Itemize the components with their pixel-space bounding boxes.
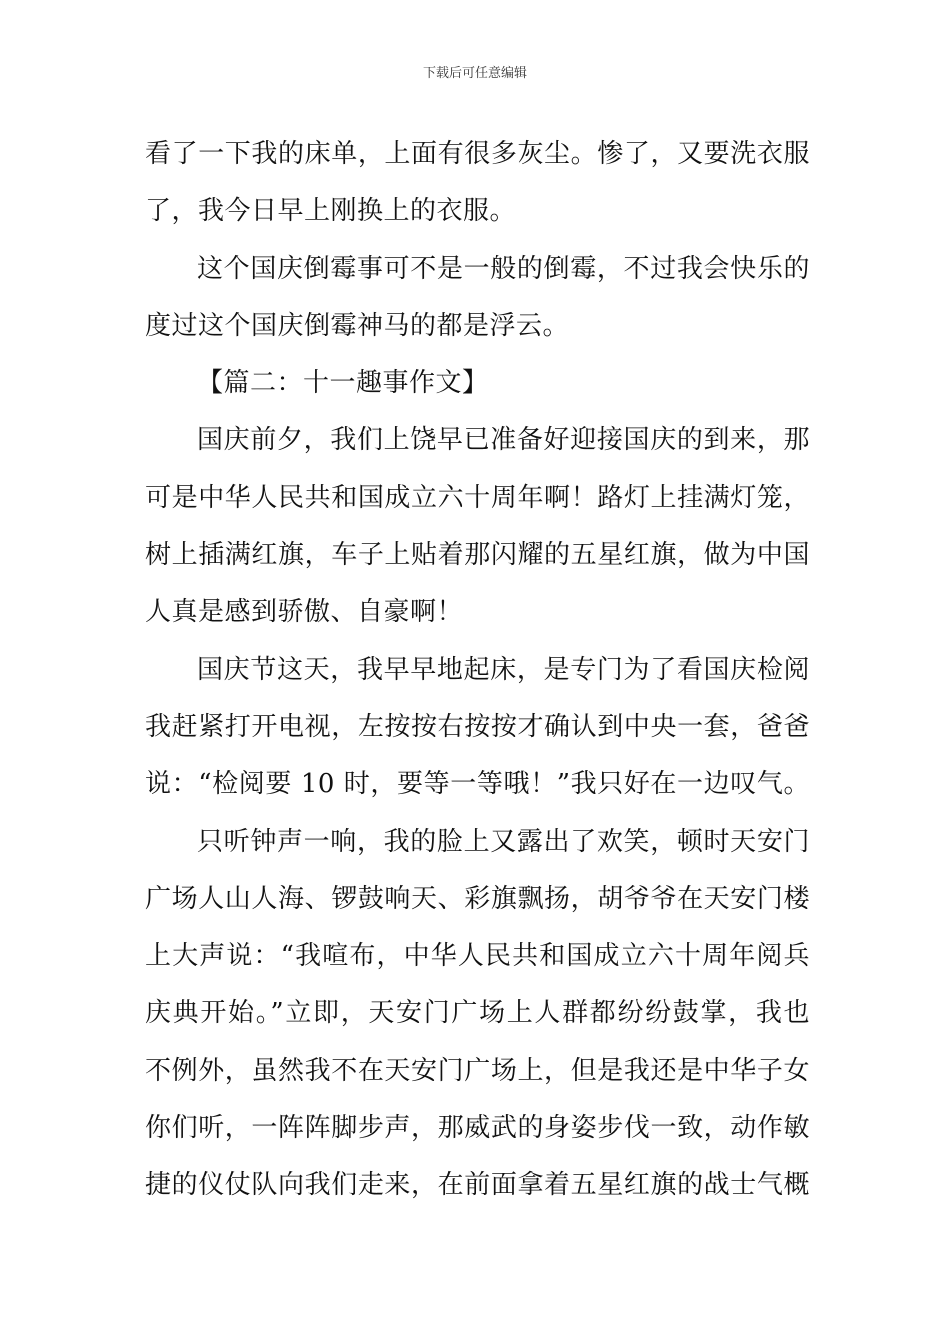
page-header: 下载后可任意编辑 [422,66,527,81]
text-line: 你们听，一阵阵脚步声，那威武的身姿步伐一致，动作敏 [145,1113,810,1144]
text-line: 不例外，虽然我不在天安门广场上，但是我还是中华子女 [145,1055,810,1086]
text-line: 说：“检阅要 10 时，要等一等哦！”我只好在一边叹气。 [145,769,810,800]
text-line: 上大声说：“我喧布，中华人民共和国成立六十周年阅兵 [145,941,810,972]
text-line: 度过这个国庆倒霉神马的都是浮云。 [145,310,570,341]
paragraph-start-line: 这个国庆倒霉事可不是一般的倒霉，不过我会快乐的 [197,253,810,284]
text-line: 我赶紧打开电视，左按按右按按才确认到中央一套，爸爸 [145,711,810,742]
text-line: 广场人山人海、锣鼓响天、彩旗飘扬，胡爷爷在天安门楼 [145,883,810,914]
text-line: 庆典开始。”立即，天安门广场上人群都纷纷鼓掌，我也 [145,998,810,1029]
text-line: 可是中华人民共和国成立六十周年啊！路灯上挂满灯笼， [145,482,810,513]
text-line: 人真是感到骄傲、自豪啊！ [145,597,464,628]
paragraph-start-line: 只听钟声一响，我的脸上又露出了欢笑，顿时天安门 [197,826,810,857]
text-line: 捷的仪仗队向我们走来，在前面拿着五星红旗的战士气概 [145,1170,810,1201]
paragraph-start-line: 国庆节这天，我早早地起床，是专门为了看国庆检阅 [197,654,810,685]
document-body [145,126,810,1215]
paragraph-start-line: 国庆前夕，我们上饶早已准备好迎接国庆的到来，那 [197,425,810,456]
text-line: 树上插满红旗，车子上贴着那闪耀的五星红旗，做为中国 [145,540,810,571]
text-line: 看了一下我的床单，上面有很多灰尘。惨了，又要洗衣服 [145,139,810,169]
section-heading: 【篇二：十一趣事作文】 [197,368,489,399]
text-line: 了，我今日早上刚换上的衣服。 [145,196,517,227]
